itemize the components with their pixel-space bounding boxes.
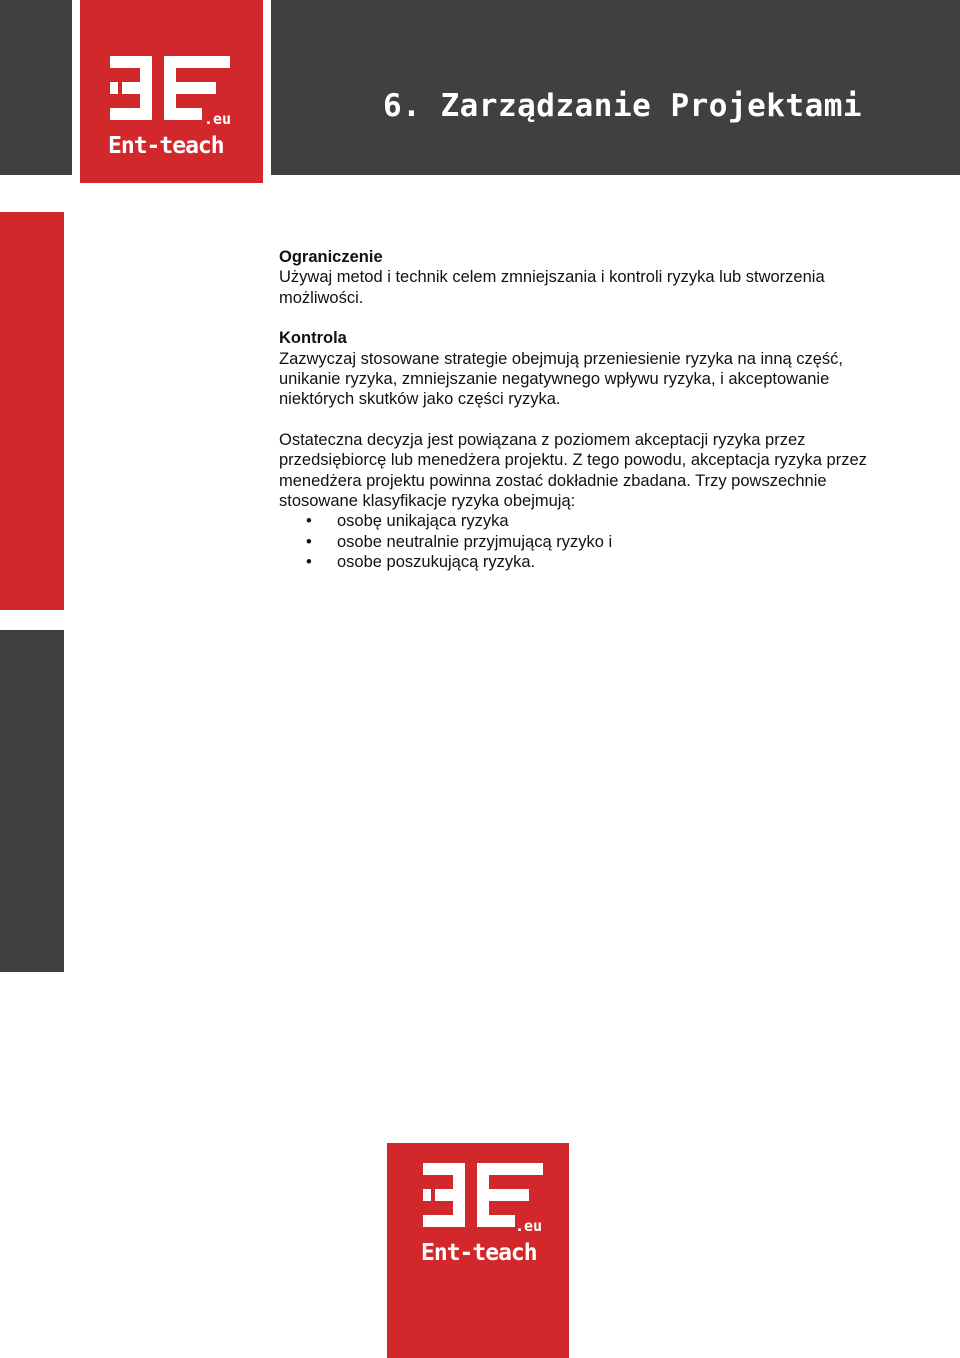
- bullet-icon: •: [306, 553, 312, 572]
- list-item: • osobe poszukującą ryzyka.: [306, 553, 536, 572]
- footer-logo: [421, 1159, 551, 1269]
- risk-classification-list: [279, 511, 899, 572]
- logo-brand: Ent-teach: [421, 1240, 537, 1266]
- list-item: • osobe neutralnie przyjmującą ryzyko i: [306, 532, 613, 551]
- section-body-kontrola: Zazwyczaj stosowane strategie obejmują przeniesienie ryzyka na inną część, unikanie ryzyka, zmniejszanie negatywnego wpływu ryzyka, i akceptowanie niektórych skutków jako części ryzyka.: [279, 349, 844, 409]
- side-bar-dark: [0, 630, 64, 972]
- header-logo-box: [72, 0, 271, 183]
- body-paragraph: Ostateczna decyzja jest powiązana z poziomem akceptacji ryzyka przez przedsiębiorcę lub menedżera projektu. Z tego powodu, akceptacja ryzyka przez menedżera projektu powinna zostać dokładnie zbadana. Trzy powszechnie stosowane klasyfikacje ryzyka obejmują:: [279, 430, 867, 511]
- section-heading-kontrola: Kontrola: [279, 329, 347, 348]
- document-body: [279, 247, 899, 573]
- bullet-icon: •: [306, 512, 312, 531]
- section-heading-ograniczenie: Ograniczenie: [279, 248, 383, 266]
- bullet-icon: •: [306, 532, 312, 551]
- header-logo: [108, 52, 238, 162]
- logo-domain: .eu: [204, 110, 232, 128]
- list-item: • osobę unikająca ryzyka: [306, 512, 509, 531]
- page-title: 6. Zarządzanie Projektami: [383, 88, 863, 124]
- logo-domain: .eu: [515, 1217, 543, 1235]
- section-body-ograniczenie: Używaj metod i technik celem zmniejszania i kontroli ryzyka lub stworzenia możliwości.: [279, 268, 825, 307]
- logo-brand: Ent-teach: [108, 133, 224, 159]
- side-bar-red: [0, 212, 64, 610]
- footer-logo-box: [387, 1143, 569, 1358]
